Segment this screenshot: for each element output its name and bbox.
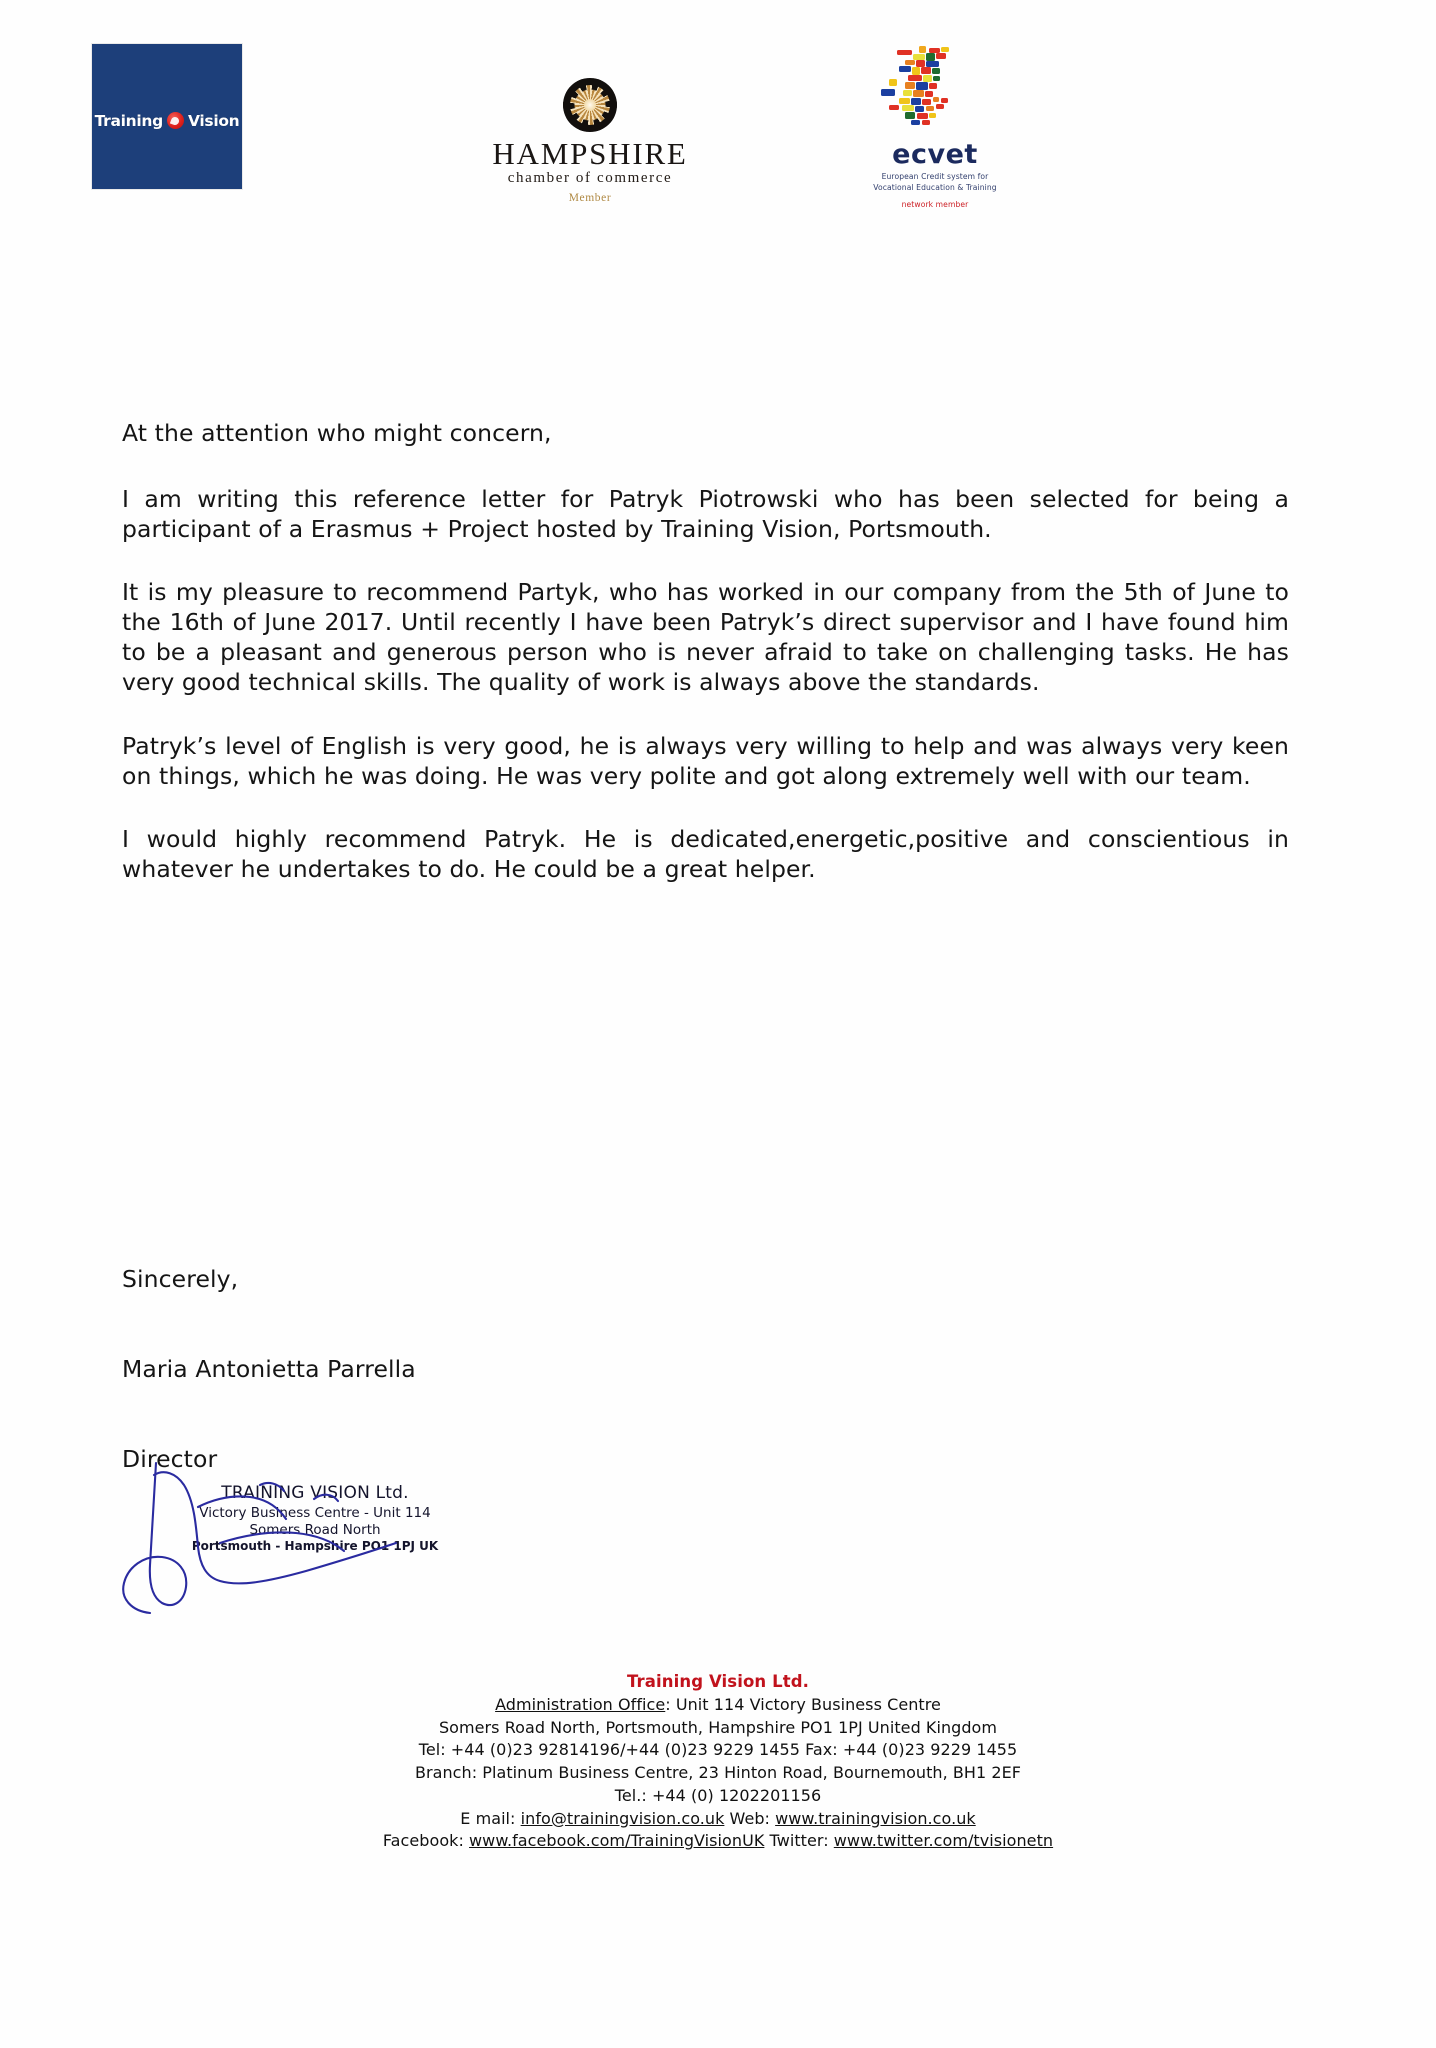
hampshire-logo-subtitle: chamber of commerce	[507, 169, 673, 186]
ecvet-logo	[830, 44, 1040, 209]
map-block	[936, 53, 946, 59]
signer-name: Maria Antonietta Parrella	[122, 1355, 416, 1383]
company-stamp	[150, 1483, 480, 1553]
ecvet-logo-word: ecvet	[892, 139, 978, 170]
map-block	[897, 50, 912, 55]
map-block	[922, 120, 930, 125]
map-block	[919, 46, 926, 53]
hampshire-chamber-logo	[470, 78, 710, 204]
training-vision-logo	[92, 44, 242, 189]
map-block	[912, 67, 920, 75]
map-block	[908, 75, 922, 81]
footer-address-line2: Somers Road North, Portsmouth, Hampshire PO1 1PJ United Kingdom	[438, 1717, 998, 1737]
stamp-line-4: Portsmouth - Hampshire PO1 1PJ UK	[191, 1539, 439, 1553]
closing-salutation: Sincerely,	[122, 1265, 239, 1293]
map-block	[905, 60, 915, 65]
map-block	[926, 53, 935, 61]
map-block	[916, 60, 925, 67]
map-block	[921, 67, 931, 74]
footer-twitter-link[interactable]: www.twitter.com/tvisionetn	[833, 1831, 1054, 1851]
map-block	[926, 106, 934, 111]
map-block	[915, 106, 924, 112]
letter-paragraph-1: I am writing this reference letter for Patryk Piotrowski who has been selected for being a participant of a Erasmus + Project hosted by Training Vision, Portsmouth.	[122, 485, 1289, 544]
footer-contact-line	[0, 1808, 1436, 1831]
map-block	[899, 66, 911, 72]
footer-social-line	[0, 1830, 1436, 1853]
footer-address-office	[0, 1694, 1436, 1717]
footer-tel-line: Tel: +44 (0)23 92814196/+44 (0)23 9229 1455 Fax: +44 (0)23 9229 1455	[418, 1740, 1018, 1760]
europe-mosaic-map-icon	[875, 44, 995, 139]
letter-paragraph-2: It is my pleasure to recommend Partyk, who has worked in our company from the 5th of June to the 16th of June 2017. Until recently I have been Patryk’s direct supervisor and I have found him to be a pleasant and generous person who is never afraid to take on challenging tasks. He has very good technical skills. The quality of work is always above the standards.	[122, 578, 1289, 697]
stamp-line-1: TRAINING VISION Ltd.	[221, 1483, 409, 1503]
training-vision-word-vision: Vision	[187, 111, 240, 130]
map-block	[929, 113, 936, 118]
map-block	[911, 120, 920, 125]
footer-twitter-label: Twitter:	[764, 1831, 834, 1851]
map-block	[905, 82, 915, 89]
map-block	[889, 79, 897, 86]
footer-branch-line: Branch: Platinum Business Centre, 23 Hinton Road, Bournemouth, BH1 2EF	[414, 1763, 1022, 1783]
footer-web-label: Web:	[724, 1808, 776, 1828]
letter-body	[122, 418, 1289, 917]
map-block	[923, 75, 932, 82]
footer-branch-tel: Tel.: +44 (0) 1202201156	[614, 1785, 822, 1805]
map-block	[933, 76, 940, 81]
rosette-icon	[563, 78, 617, 132]
ecvet-network-member: network member	[901, 200, 969, 209]
map-block	[936, 104, 944, 109]
map-block	[922, 99, 931, 105]
map-block	[941, 47, 949, 52]
map-block	[941, 98, 948, 103]
map-block	[913, 90, 924, 97]
map-block	[932, 68, 940, 74]
map-block	[911, 98, 921, 105]
page-footer	[0, 1672, 1436, 1853]
footer-facebook-link[interactable]: www.facebook.com/TrainingVisionUK	[469, 1831, 765, 1851]
map-block	[917, 113, 928, 119]
map-block	[933, 97, 939, 102]
hampshire-logo-member: Member	[568, 191, 612, 204]
map-block	[929, 83, 937, 89]
footer-facebook-label: Facebook:	[382, 1831, 470, 1851]
footer-email-label: E mail:	[460, 1808, 521, 1828]
map-block	[881, 89, 895, 96]
ecvet-subtitle-line2: Vocational Education & Training	[873, 183, 997, 192]
hampshire-logo-name: HAMPSHIRE	[492, 136, 688, 171]
map-block	[925, 91, 933, 97]
stamp-line-2: Victory Business Centre - Unit 114	[199, 1505, 431, 1521]
map-block	[889, 105, 899, 110]
map-block	[902, 105, 914, 111]
training-vision-word-training: Training	[94, 111, 163, 130]
footer-address-label: Administration Office	[495, 1695, 666, 1714]
map-block	[903, 90, 912, 96]
footer-address-line1: : Unit 114 Victory Business Centre	[665, 1695, 941, 1714]
footer-company-name: Training Vision Ltd.	[627, 1672, 809, 1691]
letterhead	[0, 0, 1436, 280]
letter-paragraph-4: I would highly recommend Patryk. He is dedicated,energetic,positive and conscientious in whatever he undertakes to do. He could be a great helper.	[122, 824, 1289, 883]
letter-paragraph-3: Patryk’s level of English is very good, he is always very willing to help and was always very keen on things, which he was doing. He was very polite and got along extremely well with our team.	[122, 731, 1289, 790]
map-block	[916, 82, 928, 90]
signer-title: Director	[122, 1445, 218, 1473]
ecvet-subtitle-line1: European Credit system for	[881, 172, 989, 181]
footer-web-link[interactable]: www.trainingvision.co.uk	[775, 1808, 976, 1828]
swirl-icon	[167, 112, 184, 129]
letter-salutation: At the attention who might concern,	[122, 419, 552, 447]
map-block	[905, 112, 915, 119]
stamp-line-3: Somers Road North	[249, 1522, 381, 1538]
footer-email-link[interactable]: info@trainingvision.co.uk	[520, 1808, 725, 1828]
map-block	[899, 98, 910, 104]
